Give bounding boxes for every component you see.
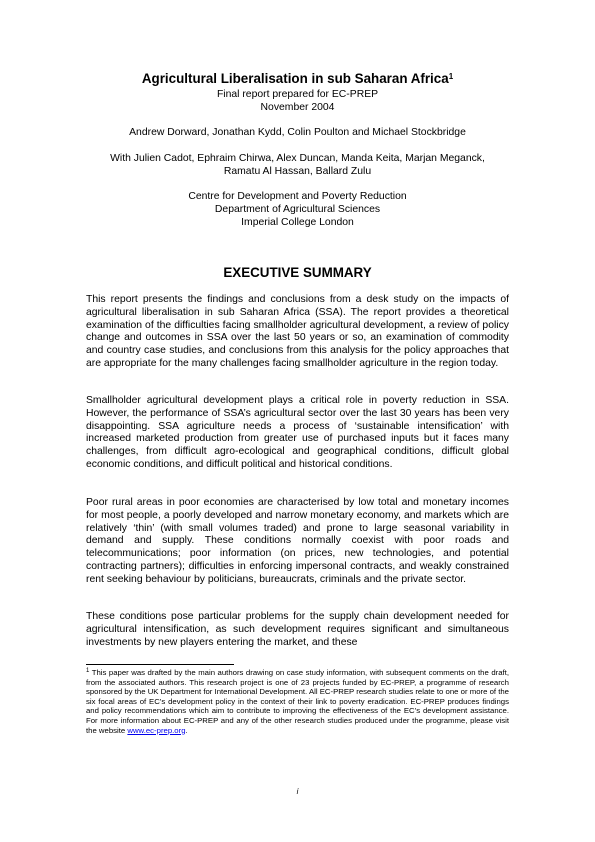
contributors-line-2: Ramatu Al Hassan, Ballard Zulu	[223, 166, 372, 177]
institution-department: Department of Agricultural Sciences	[214, 204, 381, 215]
title-footnote-marker[interactable]: 1	[448, 72, 454, 81]
report-date: November 2004	[260, 102, 335, 113]
paragraph-rural-areas: Poor rural areas in poor economies are characterised by low total and monetary incomes for most people, a poorly developed and narrow monetary economy, and markets which are relatively ‘thin’ (with small volumes traded) and prone to large seasonal variability in demand and supply. These conditions normally coexist with poor roads and telecommunications; poor information (on prices, new technologies, and potential contracting partners); difficulties in enforcing impersonal contracts, and weakly constrained rent seeking behaviour by politicians, bureaucrats, criminals and the private sector.	[86, 497, 509, 585]
report-subtitle: Final report prepared for EC-PREP	[216, 89, 379, 100]
institution-college: Imperial College London	[241, 217, 354, 228]
footnote-end: .	[185, 725, 188, 735]
contributors-line-1: With Julien Cadot, Ephraim Chirwa, Alex Duncan, Manda Keita, Marjan Meganck,	[110, 153, 485, 164]
footnote-separator	[86, 664, 234, 665]
page-number: i	[296, 787, 299, 796]
website-link[interactable]: www.ec-prep.org	[127, 725, 186, 735]
report-title-text: Agricultural Liberalisation in sub Saharan Africa	[141, 71, 449, 86]
footnote	[86, 668, 509, 735]
footnote-text: This paper was drafted by the main authors drawing on case study information, with subsequent comments on the draft, from the associated authors. This research project is one of 23 projects funded by EC-PREP, a programme of research sponsored by the UK Department for International Development. All EC-PREP research studies relate to one or more of the six focal areas of EC’s development policy in the context of their link to poverty eradication. EC-PREP produces findings and policy recommendations which aim to contribute to improving the effectiveness of the EC’s development assistance. For more information about EC-PREP and any of the other research studies produced under the programme, please visit the website	[86, 668, 509, 735]
section-heading: EXECUTIVE SUMMARY	[223, 265, 372, 280]
main-authors: Andrew Dorward, Jonathan Kydd, Colin Poulton and Michael Stockbridge	[129, 127, 466, 138]
report-title	[60, 70, 535, 87]
institution-centre: Centre for Development and Poverty Reduction	[188, 191, 407, 202]
paragraph-supply-chain: These conditions pose particular problems for the supply chain development needed for agricultural intensification, as such development requires significant and simultaneous investments by new players entering the market, and these	[86, 611, 509, 648]
paragraph-smallholder: Smallholder agricultural development plays a critical role in poverty reduction in SSA. However, the performance of SSA’s agricultural sector over the last 30 years has been very disappointing. SSA agriculture needs a process of ‘sustainable intensification’ with increased marketed production from greater use of purchased inputs but it faces many challenges, from difficult agro-ecological and geographical conditions, difficult global economic conditions, and difficult political and historical conditions.	[86, 395, 509, 470]
paragraph-intro: This report presents the findings and conclusions from a desk study on the impacts of agricultural liberalisation in sub Saharan Africa (SSA). The report provides a theoretical examination of the difficulties facing smallholder agricultural development, a review of policy change and outcomes in SSA over the last 50 years or so, an examination of commodity and country case studies, and conclusions from this analysis for the policy approaches that are appropriate for the many challenges facing smallholder agriculture in the region today.	[86, 294, 509, 369]
footnote-marker: 1	[86, 668, 90, 674]
